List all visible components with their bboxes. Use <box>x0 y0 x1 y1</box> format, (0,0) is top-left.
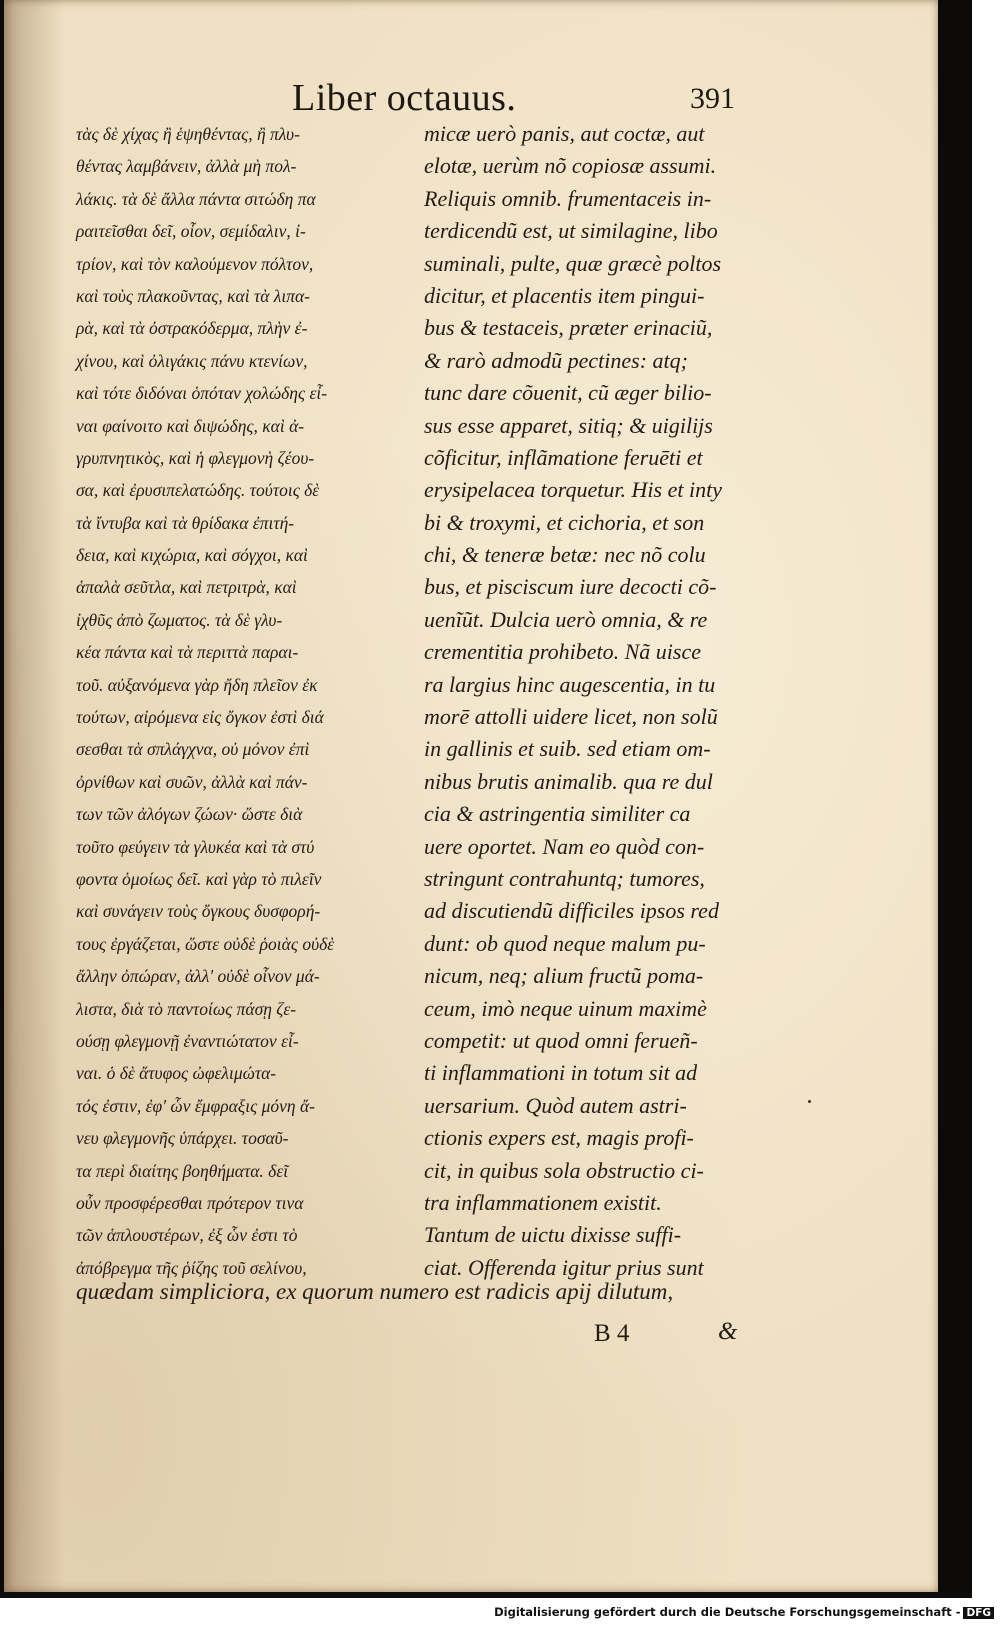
greek-text-line: τῶν ἁπλουστέρων, ἐξ ὧν ἐστι τὸ <box>76 1225 298 1246</box>
greek-text-line: κέα πάντα καὶ τὰ περιττὰ παραι- <box>76 642 299 663</box>
greek-text-line: ραιτεῖσθαι δεῖ, οἷον, σεμίδαλιν, ἰ- <box>76 221 306 242</box>
latin-text-line: dunt: ob quod neque malum pu- <box>424 930 706 956</box>
greek-text-line: ἁπαλὰ σεῦτλα, καὶ πετριτρὰ, καὶ <box>76 577 297 598</box>
footer-text: Digitalisierung gefördert durch die Deutsche Forschungsgemeinschaft - <box>494 1605 961 1619</box>
greek-text-line: χίνου, καὶ ὀλιγάκις πάνυ κτενίων, <box>76 350 308 371</box>
latin-text-line: & rarò admodũ pectines: atq; <box>424 347 688 373</box>
latin-text-line: crementitia prohibeto. Nã uisce <box>424 639 701 665</box>
latin-text-line: uenĩũt. Dulcia uerò omnia, & re <box>424 606 708 632</box>
latin-text-line: in gallinis et suib. sed etiam om- <box>424 736 711 762</box>
latin-text-line: terdicendũ est, ut similagine, libo <box>424 218 718 244</box>
latin-text-line: Tantum de uictu dixisse suffi- <box>424 1222 682 1248</box>
latin-text-line: ctionis expers est, magis profi- <box>424 1125 694 1151</box>
page-speck <box>808 1100 811 1103</box>
greek-text-line: σεσθαι τὰ σπλάγχνα, οὐ μόνον ἐπὶ <box>76 739 310 760</box>
digitization-footer <box>494 1605 994 1619</box>
greek-text-line: τους ἐργάζεται, ὥστε οὐδὲ ῥοιὰς οὐδὲ <box>76 933 335 954</box>
latin-text-line: uersarium. Quòd autem astri- <box>424 1092 687 1118</box>
greek-text-line: λάκις. τὰ δὲ ἄλλα πάντα σιτώδη πα <box>76 188 316 209</box>
greek-text-line: καὶ συνάγειν τοὺς ὄγκους δυσφορή- <box>76 901 321 922</box>
latin-text-line: ra largius hinc augescentia, in tu <box>424 671 716 697</box>
greek-text-line: ἀπόβρεγμα τῆς ῥίζης τοῦ σελίνου, <box>76 1257 307 1278</box>
latin-text-line: cit, in quibus sola obstructio ci- <box>424 1157 704 1183</box>
greek-text-line: καὶ τοὺς πλακοῦντας, καὶ τὰ λιπα- <box>76 285 310 306</box>
latin-text-line: ad discutiendũ difficiles ipsos red <box>424 898 719 924</box>
latin-text-line: bus, et pisciscum iure decocti cõ- <box>424 574 717 600</box>
greek-text-line: ἄλλην ὀπώραν, ἀλλ' οὐδὲ οἶνον μά- <box>76 966 320 987</box>
latin-text-column <box>424 118 746 1284</box>
latin-text-line: morē attolli uidere licet, non solũ <box>424 704 718 730</box>
greek-text-line: τός ἐστιν, ἐφ' ὧν ἔμφραξις μόνη ἄ- <box>76 1095 316 1116</box>
greek-text-line: ρὰ, καὶ τὰ ὀστρακόδερμα, πλὴν ἐ- <box>76 318 308 339</box>
signature-mark: B 4 <box>594 1320 630 1347</box>
latin-text-line: erysipelacea torquetur. His et inty <box>424 477 722 503</box>
latin-text-line: sus esse apparet, sitiq; & uigilijs <box>424 412 713 438</box>
latin-text-line: bus & testaceis, præter erinaciũ, <box>424 315 713 341</box>
latin-text-line: cia & astringentia similiter ca <box>424 801 691 827</box>
latin-text-line: stringunt contrahuntq; tumores, <box>424 865 705 891</box>
greek-text-line: φοντα ὁμοίως δεῖ. καὶ γὰρ τὸ πιλεῖν <box>76 868 322 889</box>
greek-text-line: δεια, καὶ κιχώρια, καὶ σόγχοι, καὶ <box>76 545 308 566</box>
greek-text-line: τα περὶ διαίτης βοηθήματα. δεῖ <box>76 1160 289 1181</box>
dfg-logo-badge: DFG <box>963 1607 994 1619</box>
greek-text-line: ἰχθῦς ἀπὸ ζωματος. τὰ δὲ γλυ- <box>76 609 283 630</box>
catchword: & <box>718 1318 738 1345</box>
folio-number: 391 <box>690 82 735 115</box>
page-gutter-shadow <box>4 0 64 1592</box>
greek-text-line: τὰς δὲ χίχας ἢ ἑψηθέντας, ἢ πλυ- <box>76 124 300 144</box>
full-width-text-line: quædam simpliciora, ex quorum numero est radicis apij dilutum, <box>76 1279 674 1304</box>
running-head-title: Liber octauus. <box>292 77 517 119</box>
greek-text-line: νευ φλεγμονῆς ὑπάρχει. τοσαῦ- <box>76 1128 289 1149</box>
greek-text-line: τρίον, καὶ τὸν καλούμενον πόλτον, <box>76 253 314 274</box>
latin-text-line: uere oportet. Nam eo quòd con- <box>424 833 705 859</box>
greek-text-line: οὖν προσφέρεσθαι πρότερον τινα <box>76 1192 304 1213</box>
latin-text-line: ti inflammationi in totum sit ad <box>424 1060 698 1086</box>
latin-text-line: nibus brutis animalib. qua re dul <box>424 768 713 794</box>
latin-text-line: cõficitur, inflãmatione feruēti et <box>424 444 703 470</box>
greek-text-line: τὰ ἴντυβα καὶ τὰ θρίδακα ἐπιτή- <box>76 512 295 533</box>
latin-text-line: Reliquis omnib. frumentaceis in- <box>424 185 712 211</box>
greek-text-line: λιστα, διὰ τὸ παντοίως πάσῃ ζε- <box>76 998 297 1019</box>
latin-text-line: micæ uerò panis, aut coctæ, aut <box>424 121 705 146</box>
latin-text-line: ceum, imò neque uinum maximè <box>424 995 707 1021</box>
greek-text-column <box>76 118 396 1284</box>
latin-text-line: chi, & teneræ betæ: nec nõ colu <box>424 542 706 568</box>
latin-text-line: nicum, neq; alium fructũ poma- <box>424 963 704 989</box>
greek-text-line: γρυπνητικὸς, καὶ ἡ φλεγμονὴ ζέου- <box>76 447 315 468</box>
latin-text-line: elotæ, uerùm nõ copiosæ assumi. <box>424 153 717 179</box>
greek-text-line: τοῦ. αὐξανόμενα γὰρ ἤδη πλεῖον ἐκ <box>76 674 318 695</box>
latin-text-line: dicitur, et placentis item pingui- <box>424 282 705 308</box>
greek-text-line: ναι. ὁ δὲ ἄτυφος ὠφελιμώτα- <box>76 1063 277 1084</box>
greek-text-line: ούσῃ φλεγμονῇ ἐναντιώτατον εἶ- <box>76 1030 299 1051</box>
greek-text-line: καὶ τότε διδόναι ὁπόταν χολώδης εἶ- <box>76 383 328 404</box>
greek-text-line: ὀρνίθων καὶ συῶν, ἀλλὰ καὶ πάν- <box>76 771 308 792</box>
greek-text-line: των τῶν ἀλόγων ζώων· ὥστε διὰ <box>76 804 303 825</box>
latin-text-line: suminali, pulte, quæ græcè poltos <box>424 250 721 276</box>
latin-text-line: tra inflammationem existit. <box>424 1189 662 1215</box>
latin-text-line: ciat. Offerenda igitur prius sunt <box>424 1254 704 1280</box>
latin-text-line: bi & troxymi, et cichoria, et son <box>424 509 705 535</box>
greek-text-line: σα, καὶ ἐρυσιπελατώδης. τούτοις δὲ <box>76 480 320 501</box>
latin-text-line: tunc dare cõuenit, cũ æger bilio- <box>424 380 712 406</box>
greek-text-line: θέντας λαμβάνειν, ἀλλὰ μὴ πολ- <box>76 156 297 177</box>
greek-text-line: τούτων, αἰρόμενα εἰς ὄγκον ἐστὶ διά <box>76 707 324 728</box>
greek-text-line: ναι φαίνοιτο καὶ διψώδης, καὶ ἀ- <box>76 415 305 436</box>
greek-text-line: τοῦτο φεύγειν τὰ γλυκέα καὶ τὰ στύ <box>76 836 315 857</box>
latin-text-line: competit: ut quod omni ferueñ- <box>424 1027 698 1053</box>
